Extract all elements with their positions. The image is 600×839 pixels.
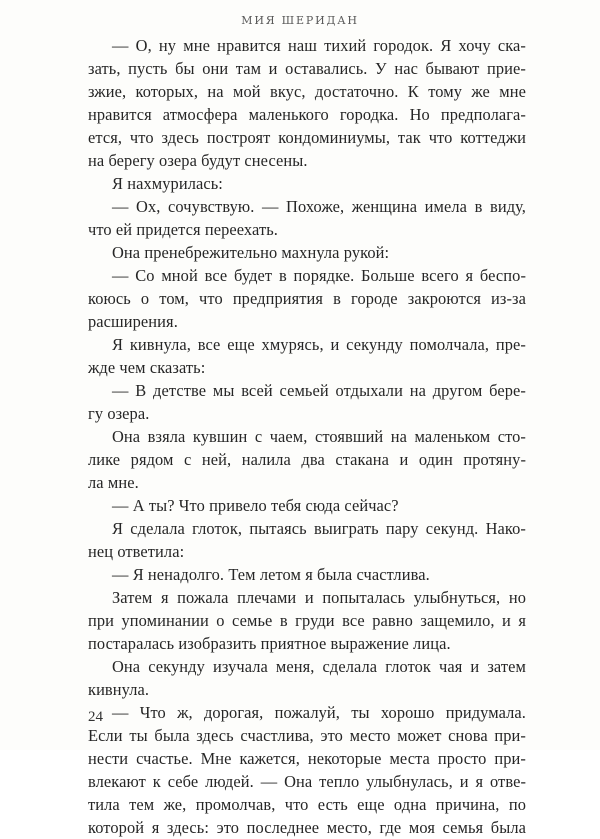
text-line: постаралась изобразить приятное выражение лица. (88, 634, 451, 653)
text-line: — Что ж, дорогая, пожалуй, ты хорошо придумала. (112, 703, 526, 722)
text-line: нец ответила: (88, 542, 185, 561)
text-line: Она секунду изучала меня, сделала глоток чая и затем (112, 657, 526, 676)
text-line: Я нахмурилась: (112, 174, 223, 193)
text-line: на берегу озера будут снесены. (88, 151, 308, 170)
text-line: — Я ненадолго. Тем летом я была счастлива. (112, 565, 430, 584)
text-line: — О, ну мне нравится наш тихий городок. Я хочу ска- (112, 36, 526, 55)
text-line: при упоминании о семье в груди все равно защемило, и я (88, 611, 526, 630)
text-line: жде чем сказать: (88, 358, 206, 377)
text-line: Я сделала глоток, пытаясь выиграть пару секунд. Нако- (112, 519, 526, 538)
text-line: лике рядом с ней, налила два стакана и один протяну- (88, 450, 526, 469)
text-line: Если ты была здесь счастлива, это место может снова при- (88, 726, 526, 745)
text-line: Она пренебрежительно махнула рукой: (112, 243, 390, 262)
text-line: зжие, которых, на мой вкус, достаточно. К тому же мне (88, 82, 526, 101)
body-text (88, 34, 526, 839)
text-line: расширения. (88, 312, 178, 331)
text-line: влекают к себе людей. — Она тепло улыбнулась, и я отве- (88, 772, 526, 791)
text-line: нести счастье. Мне кажется, некоторые места просто при- (88, 749, 526, 768)
text-line: кивнула. (88, 680, 150, 699)
text-line: ется, что здесь построят кондоминиумы, так что коттеджи (88, 128, 526, 147)
text-line: нравится атмосфера маленького городка. Но предполага- (88, 105, 526, 124)
text-line: коюсь о том, что предприятия в городе закроются из-за (88, 289, 526, 308)
text-line: Я кивнула, все еще хмурясь, и секунду помолчала, пре- (112, 335, 526, 354)
text-line: которой я здесь: это последнее место, где моя семья была (88, 818, 526, 837)
text-line: — Со мной все будет в порядке. Больше всего я беспо- (112, 266, 526, 285)
text-line: — В детстве мы всей семьей отдыхали на другом бере- (112, 381, 526, 400)
text-line: тила тем же, промолчав, что есть еще одна причина, по (88, 795, 526, 814)
text-line: что ей придется переехать. (88, 220, 278, 239)
text-line: Она взяла кувшин с чаем, стоявший на маленьком сто- (112, 427, 526, 446)
text-line: зать, пусть бы они там и оставались. У нас бывают прие- (88, 59, 526, 78)
text-line: гу озера. (88, 404, 150, 423)
text-line: — Ох, сочувствую. — Похоже, женщина имела в виду, (112, 197, 526, 216)
text-line: ла мне. (88, 473, 139, 492)
page-number: 24 (88, 709, 103, 725)
text-line: — А ты? Что привело тебя сюда сейчас? (112, 496, 399, 515)
running-header-author: МИЯ ШЕРИДАН (241, 14, 359, 27)
text-line: Затем я пожала плечами и попыталась улыбнуться, но (112, 588, 526, 607)
